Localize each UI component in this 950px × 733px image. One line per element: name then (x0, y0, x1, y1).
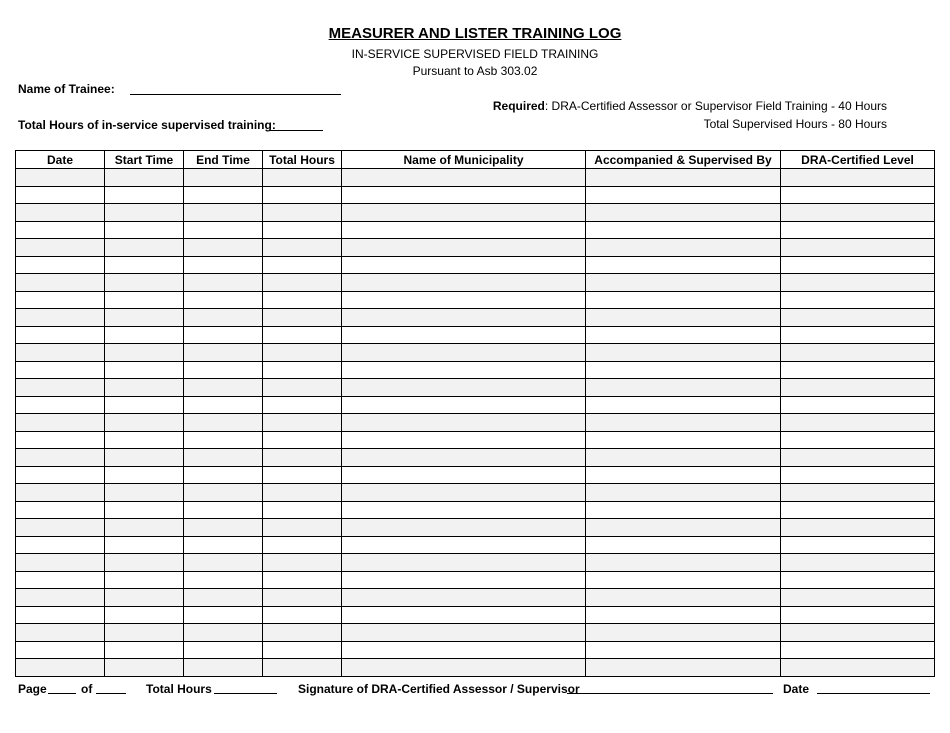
table-cell[interactable] (105, 169, 184, 187)
table-cell[interactable] (16, 624, 105, 642)
table-cell[interactable] (342, 554, 586, 572)
table-cell[interactable] (586, 326, 781, 344)
table-cell[interactable] (342, 501, 586, 519)
table-cell[interactable] (342, 536, 586, 554)
table-row (16, 309, 935, 327)
table-cell[interactable] (781, 239, 935, 257)
footer-total-hours-label: Total Hours (146, 682, 212, 696)
table-cell[interactable] (781, 431, 935, 449)
table-cell[interactable] (105, 431, 184, 449)
page-total-field[interactable] (96, 693, 126, 694)
table-cell[interactable] (781, 274, 935, 292)
table-cell[interactable] (781, 519, 935, 537)
table-cell[interactable] (263, 204, 342, 222)
table-cell[interactable] (263, 571, 342, 589)
table-cell[interactable] (184, 361, 263, 379)
table-cell[interactable] (263, 641, 342, 659)
table-cell[interactable] (586, 361, 781, 379)
table-cell[interactable] (263, 379, 342, 397)
column-header-certified-level: DRA-Certified Level (781, 151, 935, 169)
table-cell[interactable] (184, 606, 263, 624)
table-cell[interactable] (184, 309, 263, 327)
table-cell[interactable] (184, 431, 263, 449)
table-cell[interactable] (263, 414, 342, 432)
table-cell[interactable] (16, 344, 105, 362)
table-cell[interactable] (781, 204, 935, 222)
table-cell[interactable] (263, 501, 342, 519)
table-cell[interactable] (105, 186, 184, 204)
table-cell[interactable] (184, 501, 263, 519)
table-cell[interactable] (586, 431, 781, 449)
table-row (16, 641, 935, 659)
table-cell[interactable] (105, 256, 184, 274)
table-cell[interactable] (16, 309, 105, 327)
table-cell[interactable] (586, 186, 781, 204)
table-cell[interactable] (105, 571, 184, 589)
table-cell[interactable] (184, 274, 263, 292)
table-cell[interactable] (16, 256, 105, 274)
table-cell[interactable] (586, 256, 781, 274)
table-cell[interactable] (184, 571, 263, 589)
table-row (16, 554, 935, 572)
table-cell[interactable] (105, 659, 184, 677)
table-row (16, 624, 935, 642)
table-cell[interactable] (781, 466, 935, 484)
table-cell[interactable] (105, 466, 184, 484)
table-cell[interactable] (184, 326, 263, 344)
table-cell[interactable] (16, 186, 105, 204)
table-cell[interactable] (184, 519, 263, 537)
table-row (16, 449, 935, 467)
table-cell[interactable] (105, 309, 184, 327)
table-cell[interactable] (184, 624, 263, 642)
table-cell[interactable] (342, 186, 586, 204)
table-cell[interactable] (342, 256, 586, 274)
table-cell[interactable] (184, 379, 263, 397)
required-text: : DRA-Certified Assessor or Supervisor Field Training - 40 Hours (544, 99, 887, 113)
table-cell[interactable] (105, 536, 184, 554)
table-cell[interactable] (263, 326, 342, 344)
table-cell[interactable] (781, 449, 935, 467)
table-row (16, 501, 935, 519)
table-cell[interactable] (781, 571, 935, 589)
table-cell[interactable] (184, 484, 263, 502)
table-cell[interactable] (781, 169, 935, 187)
table-cell[interactable] (263, 554, 342, 572)
table-cell[interactable] (263, 431, 342, 449)
total-supervised-hours-note: Total Supervised Hours - 80 Hours (703, 117, 887, 131)
table-cell[interactable] (781, 659, 935, 677)
form-title: MEASURER AND LISTER TRAINING LOG (328, 25, 622, 42)
table-cell[interactable] (16, 221, 105, 239)
table-cell[interactable] (16, 606, 105, 624)
date-label: Date (783, 682, 810, 696)
table-cell[interactable] (263, 484, 342, 502)
table-cell[interactable] (342, 361, 586, 379)
table-cell[interactable] (781, 309, 935, 327)
table-cell[interactable] (263, 239, 342, 257)
table-cell[interactable] (16, 571, 105, 589)
table-cell[interactable] (263, 606, 342, 624)
table-cell[interactable] (342, 606, 586, 624)
table-cell[interactable] (263, 274, 342, 292)
form-subtitle: IN-SERVICE SUPERVISED FIELD TRAINING (351, 47, 599, 61)
table-cell[interactable] (586, 379, 781, 397)
table-cell[interactable] (781, 414, 935, 432)
signature-field[interactable] (567, 693, 773, 694)
table-cell[interactable] (781, 256, 935, 274)
form-citation: Pursuant to Asb 303.02 (412, 64, 538, 78)
table-row (16, 239, 935, 257)
table-row (16, 186, 935, 204)
table-cell[interactable] (781, 186, 935, 204)
table-cell[interactable] (586, 641, 781, 659)
table-cell[interactable] (184, 414, 263, 432)
page-number-field[interactable] (48, 693, 76, 694)
signature-label: Signature of DRA-Certified Assessor / Supervisor (298, 682, 580, 696)
table-cell[interactable] (781, 624, 935, 642)
table-row (16, 291, 935, 309)
table-cell[interactable] (105, 519, 184, 537)
required-training-note (493, 99, 887, 113)
table-cell[interactable] (16, 169, 105, 187)
table-row (16, 589, 935, 607)
table-cell[interactable] (184, 256, 263, 274)
table-cell[interactable] (105, 606, 184, 624)
table-row (16, 431, 935, 449)
table-cell[interactable] (586, 536, 781, 554)
table-cell[interactable] (781, 221, 935, 239)
table-cell[interactable] (184, 589, 263, 607)
table-cell[interactable] (586, 449, 781, 467)
table-cell[interactable] (16, 361, 105, 379)
table-cell[interactable] (586, 606, 781, 624)
table-row (16, 361, 935, 379)
table-cell[interactable] (342, 169, 586, 187)
table-cell[interactable] (105, 379, 184, 397)
table-cell[interactable] (586, 414, 781, 432)
table-cell[interactable] (263, 186, 342, 204)
table-cell[interactable] (781, 589, 935, 607)
table-row (16, 519, 935, 537)
table-cell[interactable] (342, 309, 586, 327)
table-cell[interactable] (105, 221, 184, 239)
table-cell[interactable] (342, 624, 586, 642)
table-cell[interactable] (781, 361, 935, 379)
table-cell[interactable] (781, 326, 935, 344)
table-cell[interactable] (184, 659, 263, 677)
table-cell[interactable] (105, 396, 184, 414)
table-cell[interactable] (184, 169, 263, 187)
column-header-supervised-by: Accompanied & Supervised By (586, 151, 781, 169)
table-cell[interactable] (342, 466, 586, 484)
table-cell[interactable] (105, 344, 184, 362)
table-cell[interactable] (342, 239, 586, 257)
column-header-total-hours: Total Hours (263, 151, 342, 169)
table-cell[interactable] (16, 431, 105, 449)
table-cell[interactable] (342, 221, 586, 239)
table-cell[interactable] (263, 361, 342, 379)
table-cell[interactable] (105, 204, 184, 222)
required-label: Required (492, 99, 545, 113)
table-row (16, 256, 935, 274)
table-cell[interactable] (16, 536, 105, 554)
table-cell[interactable] (184, 554, 263, 572)
trainee-name-field[interactable] (130, 94, 341, 95)
column-header-date: Date (16, 151, 105, 169)
column-header-end-time: End Time (184, 151, 263, 169)
table-cell[interactable] (105, 361, 184, 379)
table-cell[interactable] (586, 484, 781, 502)
table-cell[interactable] (184, 396, 263, 414)
table-cell[interactable] (586, 291, 781, 309)
table-cell[interactable] (16, 554, 105, 572)
table-cell[interactable] (342, 274, 586, 292)
table-cell[interactable] (781, 501, 935, 519)
table-cell[interactable] (781, 291, 935, 309)
table-cell[interactable] (342, 589, 586, 607)
table-cell[interactable] (342, 449, 586, 467)
table-cell[interactable] (342, 344, 586, 362)
table-row (16, 571, 935, 589)
table-cell[interactable] (781, 641, 935, 659)
table-row (16, 326, 935, 344)
table-cell[interactable] (105, 414, 184, 432)
table-cell[interactable] (105, 484, 184, 502)
table-cell[interactable] (16, 414, 105, 432)
total-hours-label: Total Hours of in-service supervised training: (18, 118, 276, 132)
table-cell[interactable] (105, 554, 184, 572)
table-cell[interactable] (184, 186, 263, 204)
table-row (16, 204, 935, 222)
table-cell[interactable] (342, 571, 586, 589)
table-cell[interactable] (586, 169, 781, 187)
table-cell[interactable] (342, 291, 586, 309)
table-cell[interactable] (263, 659, 342, 677)
table-cell[interactable] (342, 641, 586, 659)
table-cell[interactable] (184, 221, 263, 239)
table-cell[interactable] (16, 641, 105, 659)
column-header-start-time: Start Time (105, 151, 184, 169)
table-cell[interactable] (16, 291, 105, 309)
table-cell[interactable] (781, 536, 935, 554)
table-row (16, 414, 935, 432)
table-cell[interactable] (586, 344, 781, 362)
table-cell[interactable] (781, 484, 935, 502)
table-cell[interactable] (263, 396, 342, 414)
table-cell[interactable] (586, 221, 781, 239)
table-cell[interactable] (781, 554, 935, 572)
table-cell[interactable] (586, 309, 781, 327)
table-cell[interactable] (16, 396, 105, 414)
table-cell[interactable] (263, 221, 342, 239)
table-cell[interactable] (586, 466, 781, 484)
table-cell[interactable] (586, 571, 781, 589)
table-cell[interactable] (781, 396, 935, 414)
table-cell[interactable] (263, 344, 342, 362)
table-cell[interactable] (586, 396, 781, 414)
table-row (16, 169, 935, 187)
table-cell[interactable] (586, 554, 781, 572)
table-cell[interactable] (263, 309, 342, 327)
table-cell[interactable] (263, 291, 342, 309)
table-cell[interactable] (184, 344, 263, 362)
table-cell[interactable] (586, 624, 781, 642)
table-row (16, 344, 935, 362)
table-cell[interactable] (263, 536, 342, 554)
table-body (16, 169, 935, 677)
table-cell[interactable] (184, 204, 263, 222)
table-cell[interactable] (342, 431, 586, 449)
table-row (16, 466, 935, 484)
table-cell[interactable] (781, 344, 935, 362)
table-cell[interactable] (16, 379, 105, 397)
table-cell[interactable] (184, 239, 263, 257)
trainee-name-label: Name of Trainee: (18, 82, 115, 96)
table-cell[interactable] (105, 326, 184, 344)
table-cell[interactable] (263, 624, 342, 642)
table-cell[interactable] (586, 274, 781, 292)
page-label: Page (18, 682, 47, 696)
table-cell[interactable] (586, 589, 781, 607)
table-cell[interactable] (16, 274, 105, 292)
table-row (16, 536, 935, 554)
table-cell[interactable] (16, 484, 105, 502)
training-log-table (15, 150, 935, 677)
table-cell[interactable] (263, 169, 342, 187)
table-cell[interactable] (263, 519, 342, 537)
table-cell[interactable] (342, 396, 586, 414)
table-cell[interactable] (184, 449, 263, 467)
table-cell[interactable] (342, 484, 586, 502)
table-cell[interactable] (105, 624, 184, 642)
table-cell[interactable] (342, 414, 586, 432)
table-cell[interactable] (16, 466, 105, 484)
table-cell[interactable] (105, 449, 184, 467)
table-cell[interactable] (184, 291, 263, 309)
table-cell[interactable] (342, 204, 586, 222)
table-cell[interactable] (105, 291, 184, 309)
table-row (16, 221, 935, 239)
column-header-municipality: Name of Municipality (342, 151, 586, 169)
total-hours-field[interactable] (270, 130, 323, 131)
table-cell[interactable] (16, 449, 105, 467)
page-of-label: of (81, 682, 93, 696)
table-cell[interactable] (105, 641, 184, 659)
table-cell[interactable] (586, 204, 781, 222)
date-field[interactable] (817, 693, 930, 694)
table-cell[interactable] (342, 326, 586, 344)
table-row (16, 484, 935, 502)
table-row (16, 659, 935, 677)
table-cell[interactable] (586, 519, 781, 537)
table-cell[interactable] (263, 256, 342, 274)
table-cell[interactable] (105, 589, 184, 607)
table-header-row (16, 151, 935, 169)
table-cell[interactable] (586, 659, 781, 677)
table-cell[interactable] (781, 379, 935, 397)
table-cell[interactable] (184, 466, 263, 484)
table-cell[interactable] (781, 606, 935, 624)
table-cell[interactable] (16, 589, 105, 607)
table-cell[interactable] (586, 239, 781, 257)
footer-total-hours-field[interactable] (214, 693, 277, 694)
table-cell[interactable] (263, 466, 342, 484)
table-cell[interactable] (16, 501, 105, 519)
table-cell[interactable] (16, 204, 105, 222)
table-cell[interactable] (586, 501, 781, 519)
table-cell[interactable] (342, 379, 586, 397)
table-cell[interactable] (16, 659, 105, 677)
table-cell[interactable] (16, 239, 105, 257)
table-cell[interactable] (263, 449, 342, 467)
table-row (16, 396, 935, 414)
table-cell[interactable] (105, 274, 184, 292)
table-cell[interactable] (105, 501, 184, 519)
table-row (16, 606, 935, 624)
table-cell[interactable] (16, 519, 105, 537)
table-cell[interactable] (16, 326, 105, 344)
table-row (16, 274, 935, 292)
table-cell[interactable] (342, 659, 586, 677)
table-cell[interactable] (263, 589, 342, 607)
table-row (16, 379, 935, 397)
table-cell[interactable] (342, 519, 586, 537)
table-cell[interactable] (184, 536, 263, 554)
table-cell[interactable] (105, 239, 184, 257)
table-cell[interactable] (184, 641, 263, 659)
